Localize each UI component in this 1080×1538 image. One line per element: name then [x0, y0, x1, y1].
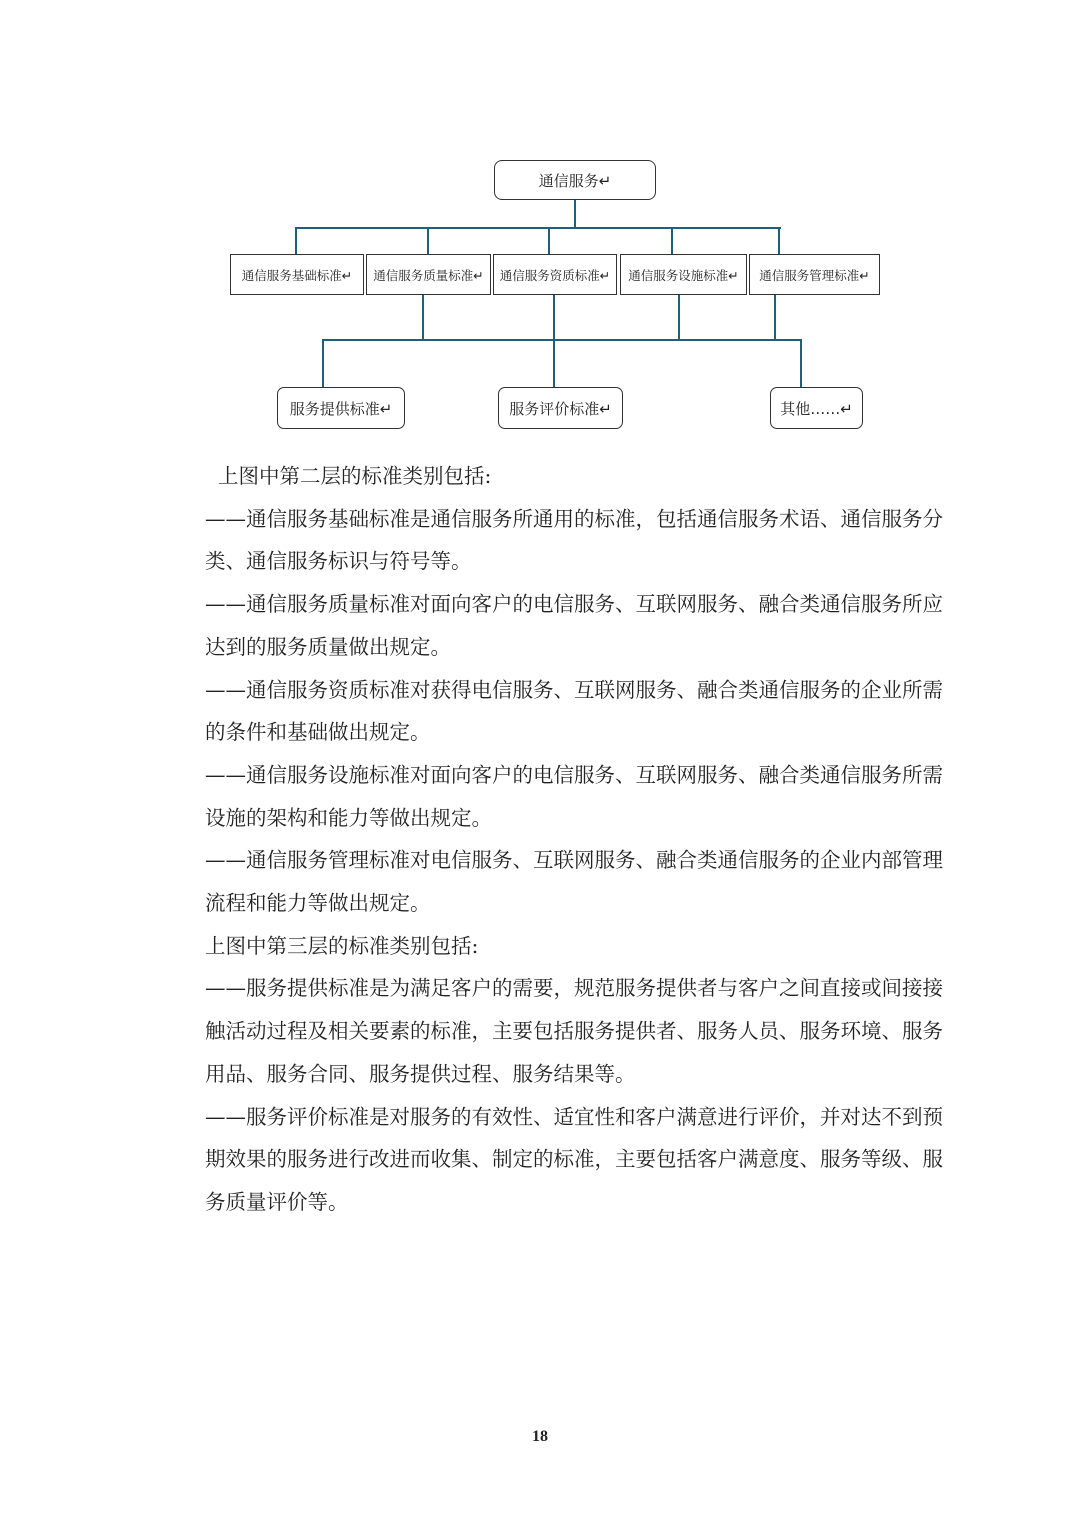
node-qualification-standard: 通信服务资质标准↵	[493, 254, 617, 295]
connector-to-qualification	[548, 227, 550, 254]
node-service-evaluation-standard: 服务评价标准↵	[498, 387, 623, 429]
paragraph-management-standard: ——通信服务管理标准对电信服务、互联网服务、融合类通信服务的企业内部管理流程和能力等做出规定。	[205, 848, 943, 916]
connector-to-management	[778, 227, 780, 254]
connector-to-service-evaluation	[553, 339, 555, 387]
connector-level3-bus	[322, 339, 802, 341]
connector-from-facility	[678, 295, 680, 340]
node-facility-standard: 通信服务设施标准↵	[620, 254, 747, 295]
connector-from-management	[774, 295, 776, 340]
connector-level2-bus	[295, 227, 781, 229]
connector-root-down	[574, 200, 576, 228]
connector-to-service-provision	[322, 339, 324, 387]
paragraph-service-evaluation: ——服务评价标准是对服务的有效性、适宜性和客户满意进行评价，并对达不到预期效果的服务进行改进而收集、制定的标准，主要包括客户满意度、服务等级、服务质量评价等。	[205, 1104, 943, 1214]
connector-to-basic	[295, 227, 297, 254]
node-service-provision-standard: 服务提供标准↵	[277, 387, 405, 429]
node-management-standard: 通信服务管理标准↵	[749, 254, 880, 295]
node-other: 其他……↵	[770, 387, 863, 429]
body-text	[205, 455, 950, 1224]
paragraph-service-provision: ——服务提供标准是为满足客户的需要，规范服务提供者与客户之间直接或间接接触活动过程及相关要素的标准，主要包括服务提供者、服务人员、服务环境、服务用品、服务合同、服务提供过程、服务结果等。	[205, 976, 943, 1086]
connector-from-qualification	[553, 295, 555, 340]
connector-to-facility	[671, 227, 673, 254]
paragraph-qualification-standard: ——通信服务资质标准对获得电信服务、互联网服务、融合类通信服务的企业所需的条件和基础做出规定。	[205, 677, 943, 745]
node-basic-standard: 通信服务基础标准↵	[230, 254, 364, 295]
connector-to-other	[800, 339, 802, 387]
paragraph-level3-intro: 上图中第三层的标准类别包括:	[205, 933, 479, 958]
connector-from-quality	[422, 295, 424, 340]
paragraph-basic-standard: ——通信服务基础标准是通信服务所通用的标准，包括通信服务术语、通信服务分类、通信服务标识与符号等。	[205, 506, 943, 574]
connector-to-quality	[427, 227, 429, 254]
node-quality-standard: 通信服务质量标准↵	[366, 254, 491, 295]
node-communication-service: 通信服务↵	[494, 160, 656, 200]
paragraph-facility-standard: ——通信服务设施标准对面向客户的电信服务、互联网服务、融合类通信服务所需设施的架构和能力等做出规定。	[205, 762, 943, 830]
paragraph-level2-intro: 上图中第二层的标准类别包括:	[218, 464, 492, 488]
paragraph-quality-standard: ——通信服务质量标准对面向客户的电信服务、互联网服务、融合类通信服务所应达到的服务质量做出规定。	[205, 592, 943, 659]
standards-hierarchy-diagram	[0, 0, 1080, 440]
page-number: 18	[532, 1428, 548, 1445]
